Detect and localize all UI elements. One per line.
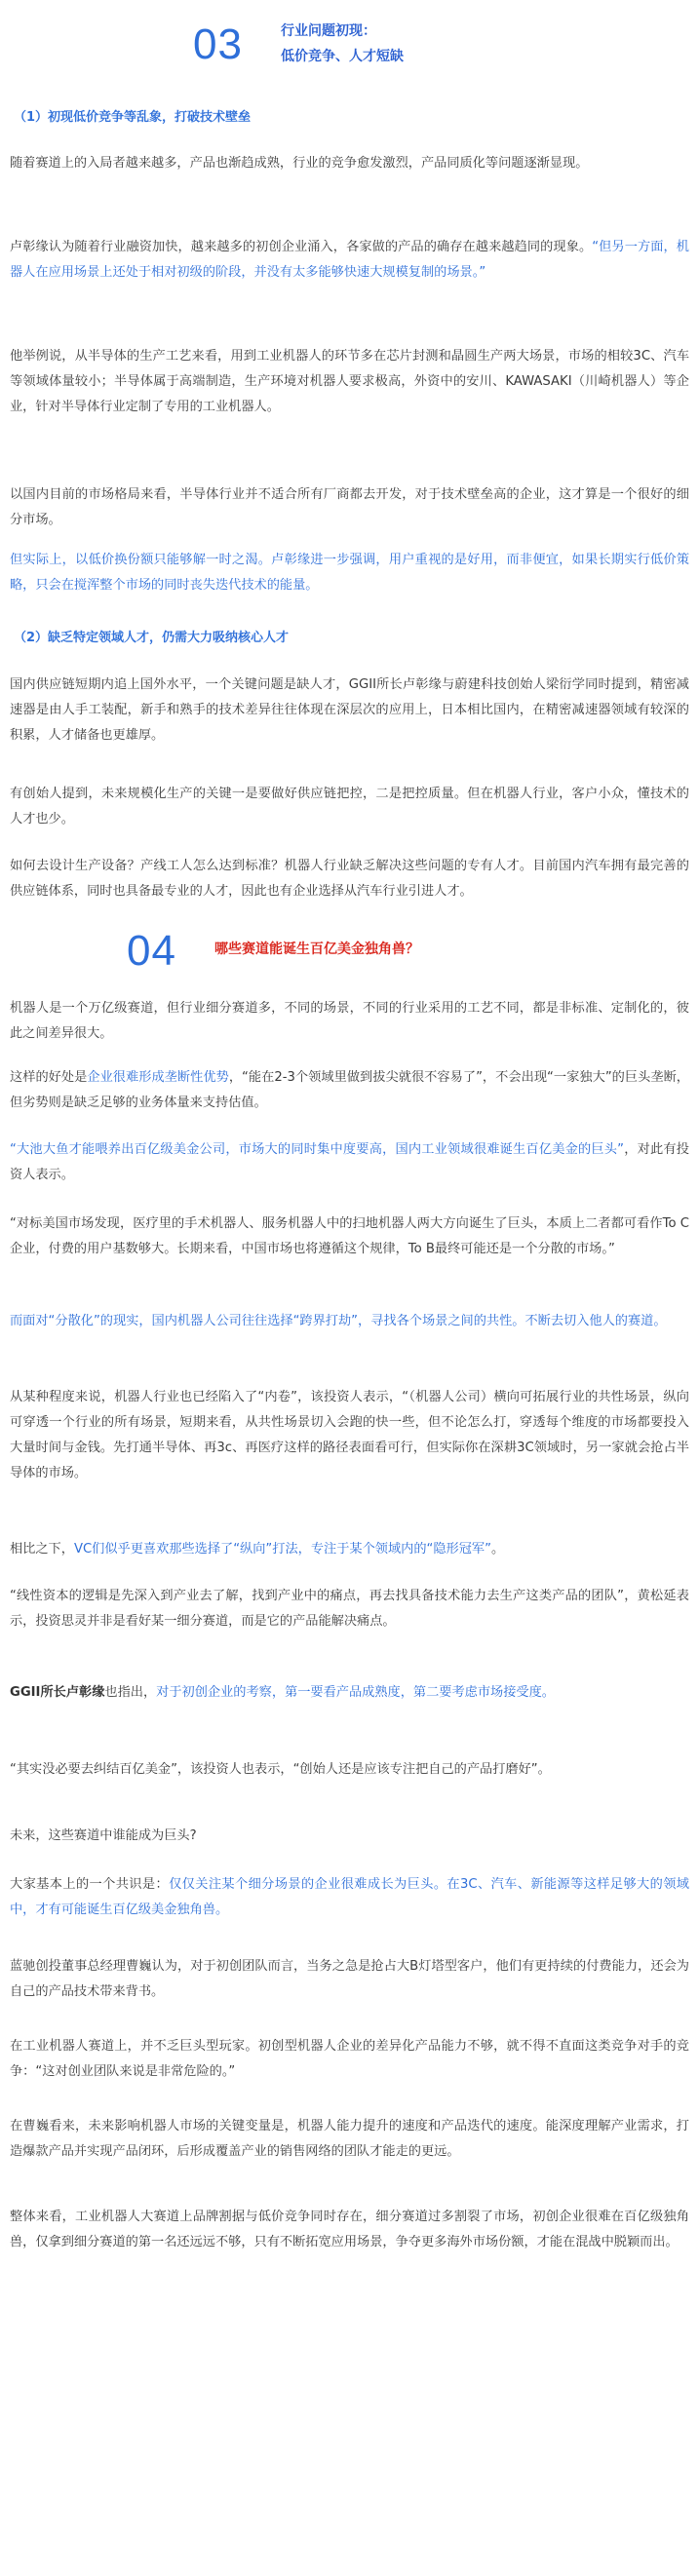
- paragraph-text: ，“能在2-3个领域里做到拔尖就很不容易了”，不会出现“一家独大”的巨头垄断，但劣势则是缺乏足够的业务体量来支持估值。: [10, 1070, 689, 1110]
- highlight-text: VC们似乎更喜欢那些选择了“纵向”打法，专注于某个领域内的“隐形冠军”: [73, 1542, 491, 1557]
- paragraph-text: 大家基本上的一个共识是：: [10, 1877, 170, 1892]
- section-03-number: 03: [193, 20, 243, 68]
- highlight-text: 仅仅关注某个细分场景的企业很难成长为巨头。在3C、汽车、新能源等这样足够大的领域中，才有可能诞生百亿级美金独角兽。: [10, 1877, 689, 1917]
- section-03-title-line2: 低价竞争、人才短缺: [281, 49, 404, 64]
- subheading-low-price-competition: （1）初现低价竞争等乱象，打破技术壁垒: [14, 110, 252, 125]
- section-03-header: [0, 16, 699, 74]
- paragraph: [10, 1137, 689, 1188]
- paragraph: [10, 1537, 689, 1562]
- highlight-text: 而面对“分散化”的现实，国内机器人公司往往选择“跨界打劫”，寻找各个场景之间的共性。不断去切入他人的赛道。: [10, 1314, 667, 1328]
- paragraph-text: 卢彰缘认为随着行业融资加快，越来越多的初创企业涌入，各家做的产品的确存在越来越趋同的现象。: [10, 240, 593, 254]
- paragraph: “对标美国市场发现，医疗里的手术机器人、服务机器人中的扫地机器人两大方向诞生了巨头，本质上二者都可看作To C企业，付费的用户基数够大。长期来看，中国市场也将遵循这个规律，To B最终可能还是一个分散的市场。”: [10, 1216, 689, 1256]
- paragraph-text: 这样的好处是: [10, 1070, 88, 1085]
- paragraph: 随着赛道上的入局者越来越多，产品也渐趋成熟，行业的竞争愈发激烈，产品同质化等问题逐渐显现。: [10, 156, 589, 171]
- paragraph: 蓝驰创投董事总经理曹巍认为，对于初创团队而言，当务之急是抢占大B灯塔型客户，他们有更持续的付费能力，还会为自己的产品技术带来背书。: [10, 1959, 689, 1999]
- paragraph: 以国内目前的市场格局来看，半导体行业并不适合所有厂商都去开发，对于技术壁垒高的企业，这才算是一个很好的细分市场。: [10, 487, 689, 527]
- paragraph: “线性资本的逻辑是先深入到产业去了解，找到产业中的痛点，再去找具备技术能力去生产这类产品的团队”，黄松延表示，投资思灵并非是看好某一细分赛道，而是它的产品能解决痛点。: [10, 1589, 689, 1629]
- section-04-number: 04: [127, 927, 176, 975]
- section-04-title: 哪些赛道能诞生百亿美金独角兽？: [214, 942, 419, 957]
- paragraph: [10, 1872, 689, 1923]
- paragraph: 从某种程度来说，机器人行业也已经陷入了“内卷”，该投资人表示，“（机器人公司）横向可拓展行业的共性场景，纵向可穿透一个行业的所有场景，短期来看，从共性场景切入会跑的快一些，但不论怎么打，穿透每个维度的市场都要投入大量时间与金钱。先打通半导体、再3c、再医疗这样的路径表面看可行，但实际你在深耕3C领域时，另一家就会抢占半导体的市场。: [10, 1390, 689, 1480]
- paragraph-text: ，对此有投资人表示。: [10, 1142, 689, 1182]
- paragraph: [10, 235, 689, 286]
- paragraph: 如何去设计生产设备？产线工人怎么达到标准？机器人行业缺乏解决这些问题的专有人才。目前国内汽车拥有最完善的供应链体系，同时也具备最专业的人才，因此也有企业选择从汽车行业引进人才。: [10, 859, 689, 899]
- highlight-text: 企业很难形成垄断性优势: [87, 1070, 229, 1085]
- paragraph: [10, 548, 689, 598]
- highlight-text: 但实际上，以低价换份额只能够解一时之渴。: [10, 553, 272, 567]
- paragraph: [10, 1309, 689, 1334]
- paragraph: 国内供应链短期内追上国外水平，一个关键问题是缺人才，GGII所长卢彰缘与蔚建科技创始人梁衍学同时提到，精密减速器是由人手工装配，新手和熟手的技术差异往往体现在深层次的应用上，日本相比国内，在精密减速器领域有较深的积累，人才储备也更雄厚。: [10, 677, 689, 743]
- paragraph-text: 也指出，: [104, 1685, 157, 1700]
- section-04-header: [0, 922, 699, 980]
- highlight-text: 对于初创企业的考察，第一要看产品成熟度，第二要考虑市场接受度。: [156, 1685, 555, 1700]
- paragraph: 有创始人提到，未来规模化生产的关键一是要做好供应链把控，二是把控质量。但在机器人行业，客户小众，懂技术的人才也少。: [10, 787, 689, 827]
- paragraph: “其实没必要去纠结百亿美金”，该投资人也表示，“创始人还是应该专注把自己的产品打磨好”。: [10, 1762, 551, 1777]
- highlight-quote: “但另一方面，机器人在应用场景上还处于相对初级的阶段，并没有太多能够快速大规模复制的场景。”: [10, 240, 689, 280]
- paragraph: 未来，这些赛道中谁能成为巨头?: [10, 1828, 197, 1843]
- paragraph: [10, 1680, 689, 1706]
- paragraph: 在曹巍看来，未来影响机器人市场的关键变量是，机器人能力提升的速度和产品迭代的速度。能深度理解产业需求，打造爆款产品并实现产品闭环，后形成覆盖产业的销售网络的团队才能走的更远。: [10, 2119, 689, 2159]
- paragraph-text: 。: [490, 1542, 505, 1557]
- subheading-talent-shortage: （2）缺乏特定领域人才，仍需大力吸纳核心人才: [14, 631, 290, 645]
- paragraph: 他举例说，从半导体的生产工艺来看，用到工业机器人的环节多在芯片封测和晶圆生产两大场景，市场的相较3C、汽车等领域体量较小；半导体属于高端制造，生产环境对机器人要求极高，外资中的安川、KAWASAKI（川崎机器人）等企业，针对半导体行业定制了专用的工业机器人。: [10, 349, 689, 414]
- paragraph: 机器人是一个万亿级赛道，但行业细分赛道多，不同的场景，不同的行业采用的工艺不同，都是非标准、定制化的，彼此之间差异很大。: [10, 1001, 689, 1041]
- paragraph: 整体来看，工业机器人大赛道上品牌割据与低价竞争同时存在，细分赛道过多割裂了市场，初创企业很难在百亿级独角兽，仅拿到细分赛道的第一名还远远不够，只有不断拓宽应用场景，争夺更多海外市场份额，才能在混战中脱颖而出。: [10, 2210, 689, 2249]
- section-03-title-line1: 行业问题初现：: [281, 23, 376, 39]
- paragraph: [10, 1065, 689, 1116]
- speaker-name: GGII所长卢彰缘: [10, 1685, 105, 1700]
- paragraph-text: 相比之下，: [10, 1542, 74, 1557]
- highlight-quote: “大池大鱼才能喂养出百亿级美金公司，市场大的同时集中度要高，国内工业领域很难诞生百亿美金的巨头”: [10, 1142, 625, 1157]
- highlight-text: 卢彰缘进一步强调，用户重视的是好用，而非便宜，如果长期实行低价策略，只会在搅浑整个市场的同时丧失迭代技术的能量。: [10, 553, 690, 593]
- paragraph: 在工业机器人赛道上，并不乏巨头型玩家。初创型机器人企业的差异化产品能力不够，就不得不直面这类竞争对手的竞争：“这对创业团队来说是非常危险的。”: [10, 2039, 689, 2079]
